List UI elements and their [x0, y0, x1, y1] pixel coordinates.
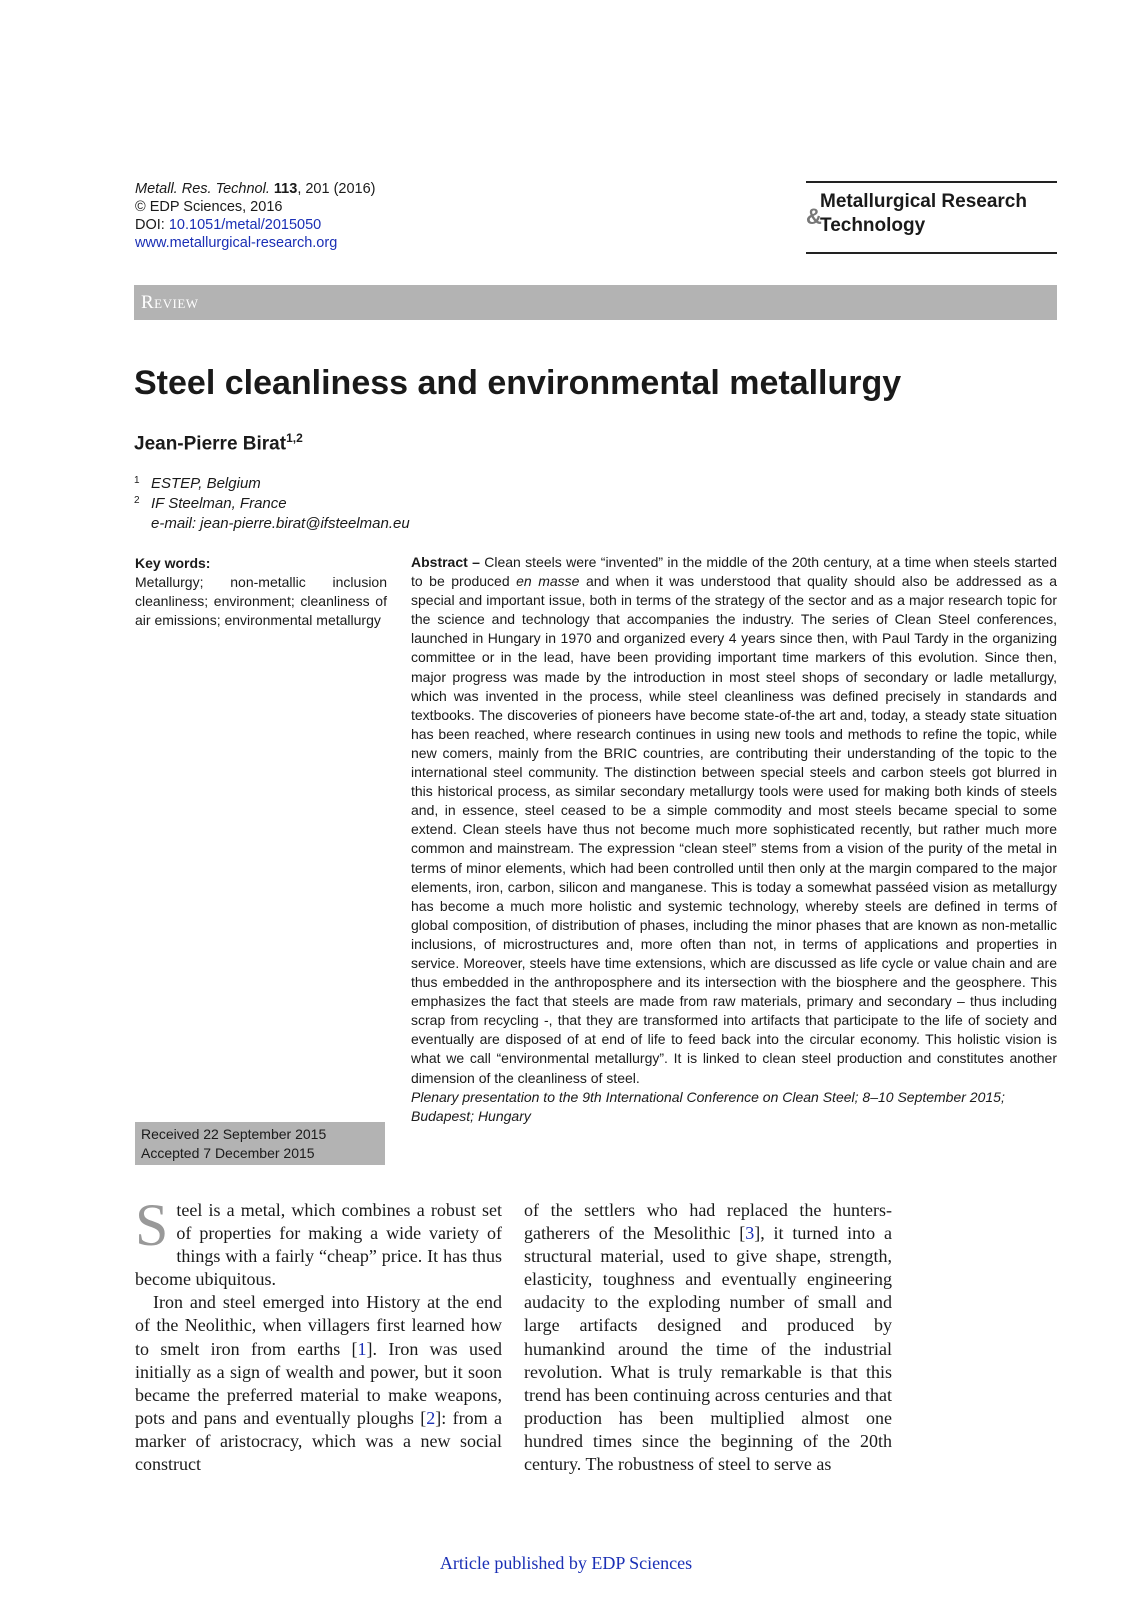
volume: 113 — [273, 181, 298, 197]
section-label: Review — [141, 292, 199, 313]
affiliation-num: 2 — [134, 495, 140, 506]
paragraph-2-text-a: Iron and steel emerged into History at the end of the Neolithic, when villagers first learned how to smelt iron from earths [ — [135, 1292, 502, 1359]
dropcap: S — [135, 1192, 169, 1258]
author-affil-refs: 1,2 — [286, 431, 303, 445]
citation-ref-1[interactable]: 1 — [357, 1338, 367, 1359]
citation-line — [135, 180, 376, 198]
abstract-text-1: Clean steels were “invented” in the middle of the 20th century, at a time when steels started to be produced — [411, 554, 1057, 590]
paragraph-2-text-b: ]. Iron was used initially as a sign of wealth and power, but it soon became the preferred material to make weapons, pots and pans and eventually ploughs [ — [135, 1338, 502, 1428]
journal-logo — [806, 181, 1057, 254]
author — [134, 431, 303, 455]
doi-link[interactable]: 10.1051/metal/2015050 — [168, 217, 322, 233]
body-column-left — [135, 1192, 502, 1476]
doi-label: DOI: — [135, 217, 169, 233]
paragraph-3-text-b: ], it turned into a structural material, used to give shape, strength, elasticity, toughness and eventually engineering audacity to the exploding number of small and large artifacts designed and produced by humankind around the time of the industrial revolution. What is truly remarkable is that this trend has been continuing across centuries and that production has been multiplied almost one hundred times since the beginning of the 20th century. The robustness of steel to serve as — [524, 1223, 892, 1475]
received-date: Received 22 September 2015 — [141, 1126, 327, 1142]
keywords-text: Metallurgy; non-metallic inclusion cleanliness; environment; cleanliness of air emissions; environmental metallurgy — [135, 574, 387, 628]
publisher-footer — [0, 1553, 1132, 1574]
email-line — [134, 514, 410, 534]
paragraph-2 — [135, 1291, 502, 1476]
citation-ref-2[interactable]: 2 — [426, 1407, 436, 1428]
paragraph-1-text: teel is a metal, which combines a robust set of properties for making a wide variety of things with a fairly “cheap” price. It has thus become ubiquitous. — [135, 1200, 502, 1290]
email[interactable]: e-mail: jean-pierre.birat@ifsteelman.eu — [151, 515, 410, 532]
affiliation-2 — [134, 494, 410, 514]
author-name: Jean-Pierre Birat — [134, 433, 287, 455]
paragraph-1 — [135, 1192, 502, 1291]
abstract — [411, 553, 1057, 1126]
paragraph-3-text-a: of the settlers who had replaced the hunters-gatherers of the Mesolithic [ — [524, 1200, 892, 1244]
logo-ampersand: & — [806, 204, 822, 229]
affiliation-num: 1 — [134, 475, 140, 486]
affiliation-1 — [134, 474, 410, 494]
journal-abbrev: Metall. Res. Technol. — [135, 181, 270, 197]
logo-line-2: Technology — [820, 215, 926, 236]
accepted-date: Accepted 7 December 2015 — [141, 1145, 315, 1161]
copyright: © EDP Sciences, 2016 — [135, 199, 283, 215]
abstract-body — [411, 553, 1057, 1088]
paragraph-2-text-c: ]: from a marker of aristocracy, which was a new social construct — [135, 1407, 502, 1475]
article-title: Steel cleanliness and environmental metallurgy — [134, 364, 902, 402]
paragraph-3 — [524, 1199, 892, 1476]
doi-line — [135, 216, 376, 234]
affiliation-text: ESTEP, Belgium — [151, 475, 261, 492]
body-column-right — [524, 1199, 892, 1476]
affiliations — [134, 474, 410, 534]
section-bar — [134, 285, 1057, 320]
publisher-link[interactable]: Article published by EDP Sciences — [439, 1553, 693, 1573]
keywords-heading: Key words: — [135, 555, 211, 571]
affiliation-text: IF Steelman, France — [151, 495, 287, 512]
presentation-note: Plenary presentation to the 9th International Conference on Clean Steel; 8–10 September 2015; Budapest; Hungary — [411, 1088, 1005, 1124]
abstract-italic: en masse — [516, 573, 580, 590]
abstract-text-2: and when it was understood that quality should also be addressed as a special and important issue, both in terms of the strategy of the sector and as a major research topic for the science and technology that accompanies the industry. The series of Clean Steel conferences, launched in Hungary in 1970 and organized every 4 years since then, with Paul Tardy in the organizing committee or in the lead, have been providing important time markers of this evolution. Since then, major progress was made by the introduction in most steel shops of secondary or ladle metallurgy, which was invented in the process, while steel cleanliness was defined precisely in standards and textbooks. The discoveries of pioneers have become state-of-the art and, today, a steady state situation has been reached, where research continues in using new tools and methods to refine the topic, while new comers, mainly from the BRIC countries, are contributing their understanding of the topic to the international steel community. The distinction between special steels and carbon steels got blurred in this historical process, as similar secondary metallurgy tools were used for making both kinds of steels and, in essence, steel ceased to be a simple commodity and most steels became special to some extend. Clean steels have thus not become much more sophisticated recently, but rather much more common and mainstream. The expression “clean steel” stems from a vision of the purity of the metal in terms of minor elements, which had been controlled until then only at the margin compared to the major elements, iron, carbon, silicon and manganese. This is today a somewhat passéed vision as metallurgy has become a much more holistic and systemic technology, whereby steels are defined in terms of global composition, of distribution of phases, including the minor phases that are known as non-metallic inclusions, of microstructures and, more often than not, in terms of applications and properties in service. Moreover, steels have time extensions, which are discussed as life cycle or value chain and are thus embedded in the anthroposphere and its intersection with the biosphere and the geosphere. This emphasizes the fact that steels are made from raw materials, primary and secondary – thus including scrap from recycling -, that they are transformed into artifacts that participate to the life of society and eventually are disposed of at end of life to feed back into the circular economy. This holistic vision is what we call “environmental metallurgy”. It is linked to clean steel production and constitutes another dimension of the cleanliness of steel. — [411, 573, 1058, 1086]
keywords-block — [135, 554, 387, 630]
citation-ref-3[interactable]: 3 — [745, 1223, 755, 1244]
abstract-heading: Abstract – — [411, 554, 480, 570]
website-link[interactable]: www.metallurgical-research.org — [135, 235, 338, 251]
logo-line-1: Metallurgical Research — [820, 191, 1027, 212]
citation-block — [135, 180, 376, 252]
dates-box — [135, 1122, 385, 1165]
issue-year: , 201 (2016) — [297, 181, 376, 197]
